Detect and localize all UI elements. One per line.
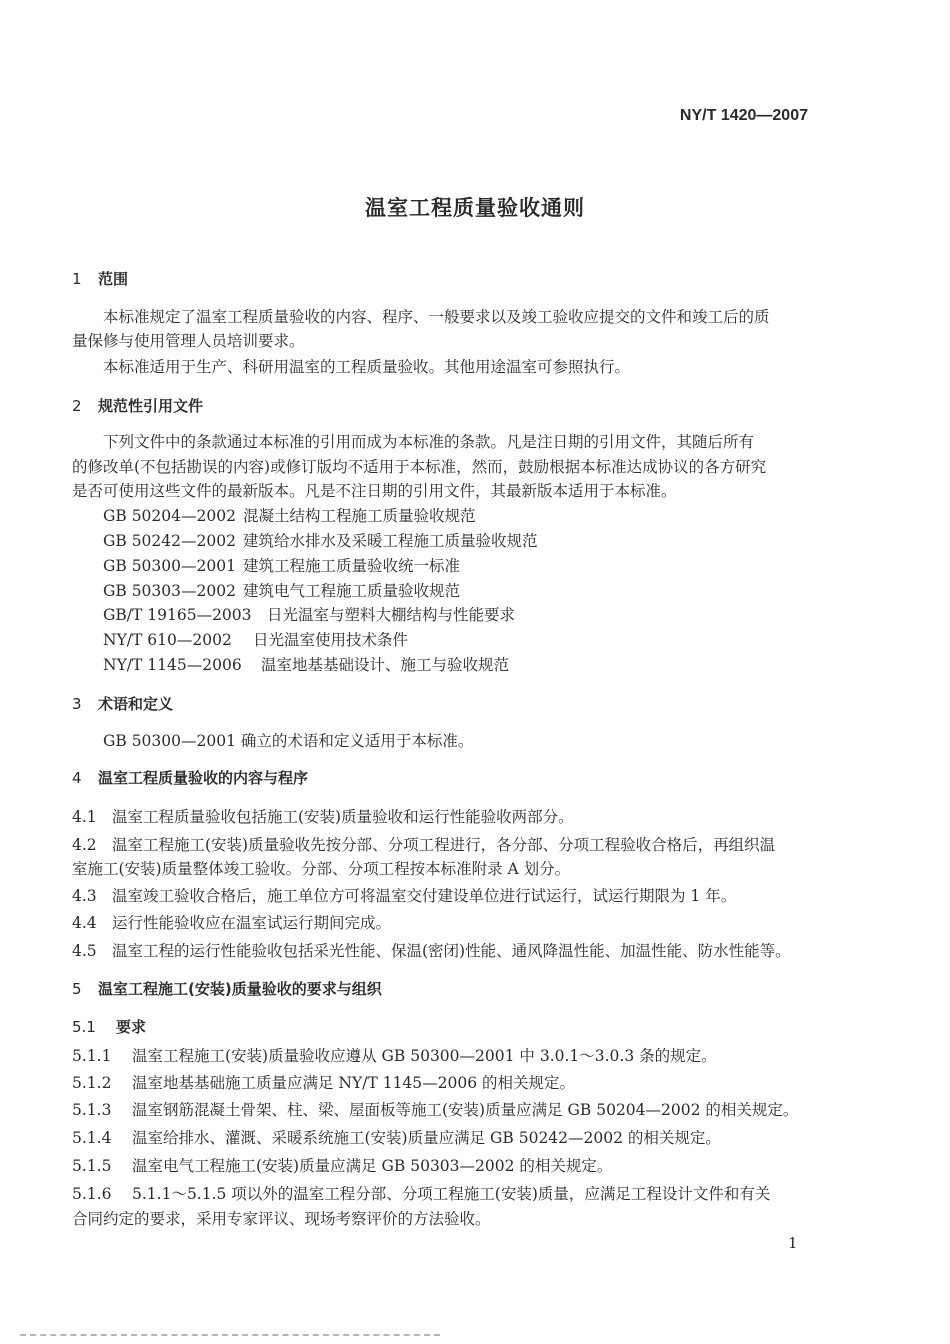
reference-code: GB 50300—2001 <box>103 557 236 575</box>
section-number: 3 <box>72 695 82 713</box>
page-number: 1 <box>788 1234 798 1252</box>
section-number: 5 <box>72 980 82 998</box>
clause-text: 温室竣工验收合格后，施工单位方可将温室交付建设单位进行试运行，试运行期限为 1 年。 <box>112 887 737 905</box>
clause-item <box>72 805 574 827</box>
section-title: 术语和定义 <box>98 695 174 713</box>
subsection-heading <box>72 1016 146 1037</box>
section-title: 规范性引用文件 <box>98 397 204 415</box>
paragraph: 的修改单(不包括勘误的内容)或修订版均不适用于本标准，然而，鼓励根据本标准达成协议的各方研究 <box>72 458 767 476</box>
section-number: 2 <box>72 397 82 415</box>
clause-item <box>72 884 736 906</box>
clause-number: 4.3 <box>72 887 97 905</box>
clause-text: 温室给排水、灌溉、采暖系统施工(安装)质量应满足 GB 50242—2002 的相关规定。 <box>132 1129 721 1147</box>
clause-item <box>72 939 791 961</box>
reference-item <box>103 653 509 675</box>
clause-continuation: 室施工(安装)质量整体竣工验收。分部、分项工程按本标准附录 A 划分。 <box>72 860 571 878</box>
section-3-heading <box>72 693 173 714</box>
reference-name: 建筑给水排水及采暖工程施工质量验收规范 <box>243 532 538 550</box>
standard-code: NY/T 1420—2007 <box>679 107 808 124</box>
reference-name: 建筑电气工程施工质量验收规范 <box>243 582 461 600</box>
clause-number: 5.1.3 <box>72 1101 112 1119</box>
section-title: 温室工程施工(安装)质量验收的要求与组织 <box>98 980 382 998</box>
clause-text: 温室钢筋混凝土骨架、柱、梁、屋面板等施工(安装)质量应满足 GB 50204—2002 的相关规定。 <box>132 1101 799 1119</box>
reference-item <box>103 529 538 551</box>
clause-number: 5.1.1 <box>72 1047 112 1065</box>
section-title: 温室工程质量验收的内容与程序 <box>98 769 309 787</box>
clause-item <box>72 911 391 933</box>
paragraph: GB 50300—2001 确立的术语和定义适用于本标准。 <box>103 732 474 750</box>
clause-number: 4.4 <box>72 914 97 932</box>
section-number: 4 <box>72 769 82 787</box>
section-4-heading <box>72 767 308 788</box>
reference-item <box>103 504 476 526</box>
clause-text: 5.1.1～5.1.5 项以外的温室工程分部、分项工程施工(安装)质量，应满足工程设计文件和有关 <box>132 1185 771 1203</box>
reference-item <box>103 554 460 576</box>
reference-name: 日光温室与塑料大棚结构与性能要求 <box>267 606 516 624</box>
reference-item <box>103 579 460 601</box>
reference-name: 混凝土结构工程施工质量验收规范 <box>243 507 476 525</box>
reference-name: 建筑工程施工质量验收统一标准 <box>243 557 461 575</box>
reference-code: NY/T 1145—2006 <box>103 656 242 674</box>
clause-item <box>72 833 775 855</box>
reference-name: 日光温室使用技术条件 <box>253 631 409 649</box>
clause-text: 温室工程质量验收包括施工(安装)质量验收和运行性能验收两部分。 <box>112 808 574 826</box>
reference-code: GB 50242—2002 <box>103 532 236 550</box>
clause-text: 温室工程的运行性能验收包括采光性能、保温(密闭)性能、通风降温性能、加温性能、防水性能等。 <box>112 942 791 960</box>
clause-text: 温室电气工程施工(安装)质量应满足 GB 50303—2002 的相关规定。 <box>132 1157 613 1175</box>
reference-item <box>103 603 515 625</box>
clause-item <box>72 1126 721 1148</box>
section-2-heading <box>72 395 203 416</box>
reference-code: GB 50303—2002 <box>103 582 236 600</box>
paragraph: 本标准规定了温室工程质量验收的内容、程序、一般要求以及竣工验收应提交的文件和竣工后的质 <box>103 308 770 326</box>
clause-number: 5.1.6 <box>72 1185 112 1203</box>
reference-name: 温室地基基础设计、施工与验收规范 <box>261 656 510 674</box>
subsection-number: 5.1 <box>72 1018 96 1036</box>
clause-item <box>72 1154 612 1176</box>
clause-number: 5.1.4 <box>72 1129 112 1147</box>
reference-code: GB/T 19165—2003 <box>103 606 252 624</box>
subsection-title: 要求 <box>116 1018 147 1036</box>
clause-number: 4.2 <box>72 836 97 854</box>
clause-number: 5.1.5 <box>72 1157 112 1175</box>
paragraph: 本标准适用于生产、科研用温室的工程质量验收。其他用途温室可参照执行。 <box>103 358 631 376</box>
clause-continuation: 合同约定的要求，采用专家评议、现场考察评价的方法验收。 <box>72 1210 491 1228</box>
clause-item <box>72 1182 770 1204</box>
section-1-heading <box>72 268 128 289</box>
clause-text: 温室地基基础施工质量应满足 NY/T 1145—2006 的相关规定。 <box>132 1074 576 1092</box>
section-5-heading <box>72 978 382 999</box>
document-title: 温室工程质量验收通则 <box>365 196 585 220</box>
clause-item <box>72 1044 717 1066</box>
section-title: 范围 <box>98 270 129 288</box>
clause-item <box>72 1098 798 1120</box>
paragraph: 量保修与使用管理人员培训要求。 <box>72 332 305 350</box>
clause-text: 温室工程施工(安装)质量验收应遵从 GB 50300—2001 中 3.0.1～3.0.3 条的规定。 <box>132 1047 717 1065</box>
clause-number: 5.1.2 <box>72 1074 112 1092</box>
paragraph: 是否可使用这些文件的最新版本。凡是不注日期的引用文件，其最新版本适用于本标准。 <box>72 482 677 500</box>
bottom-scan-edge <box>20 1334 440 1336</box>
clause-number: 4.5 <box>72 942 97 960</box>
reference-item <box>103 628 408 650</box>
reference-code: NY/T 610—2002 <box>103 631 232 649</box>
reference-code: GB 50204—2002 <box>103 507 236 525</box>
clause-item <box>72 1071 575 1093</box>
paragraph: 下列文件中的条款通过本标准的引用而成为本标准的条款。凡是注日期的引用文件，其随后所有 <box>103 433 755 451</box>
clause-text: 温室工程施工(安装)质量验收先按分部、分项工程进行，各分部、分项工程验收合格后，再组织温 <box>112 836 776 854</box>
clause-text: 运行性能验收应在温室试运行期间完成。 <box>112 914 392 932</box>
section-number: 1 <box>72 270 82 288</box>
clause-number: 4.1 <box>72 808 97 826</box>
